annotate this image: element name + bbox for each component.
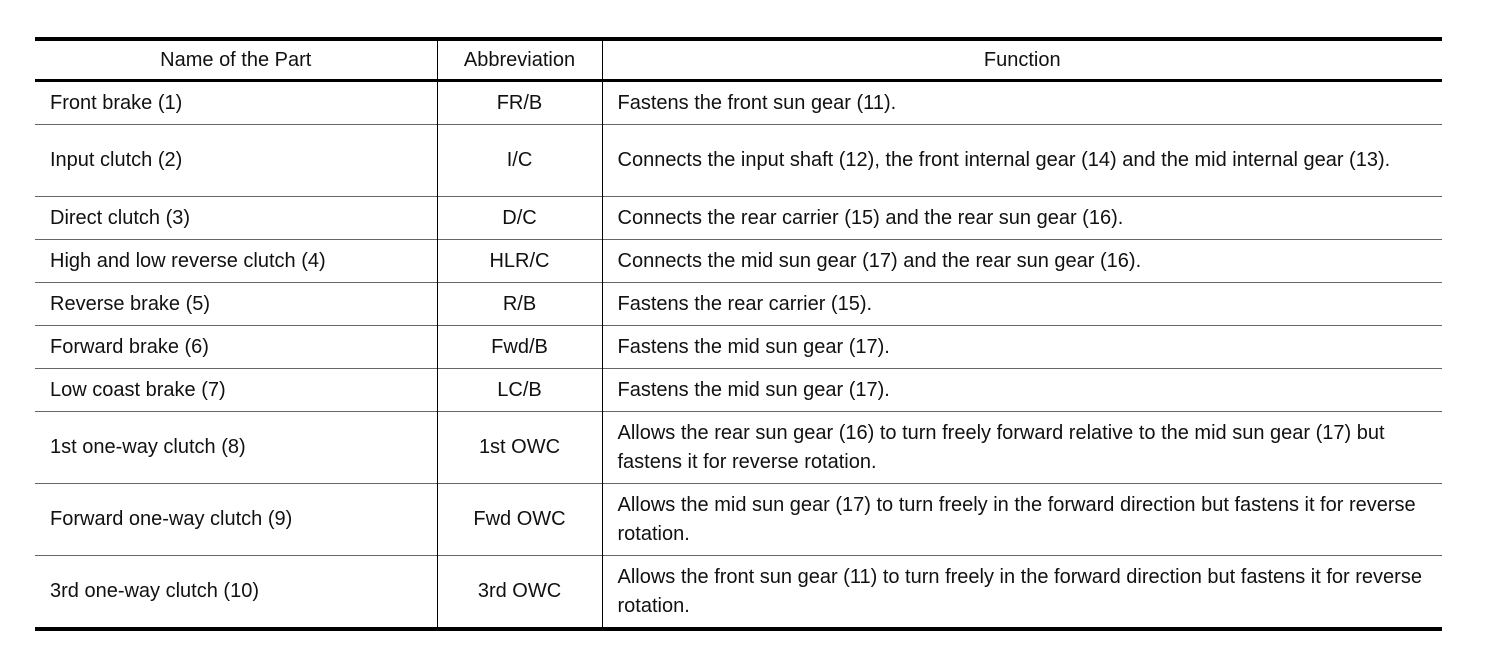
part-name-cell: 1st one-way clutch (8) [50, 436, 246, 458]
header-part-name: Name of the Part [160, 48, 312, 71]
part-name-cell: Low coast brake (7) [50, 378, 226, 401]
function-cell: Fastens the rear carrier (15). [602, 283, 1442, 326]
abbreviation-cell: HLR/C [437, 240, 602, 283]
part-name-cell: Input clutch (2) [50, 149, 183, 171]
abbreviation-cell: 3rd OWC [437, 556, 602, 630]
table-row [35, 283, 1442, 326]
function-cell: Allows the front sun gear (11) to turn freely in the forward direction but fastens it for reverse rotation. [602, 556, 1442, 630]
function-cell: Allows the mid sun gear (17) to turn freely in the forward direction but fastens it for reverse rotation. [602, 484, 1442, 556]
table-row [35, 412, 1442, 484]
abbreviation-cell: R/B [437, 283, 602, 326]
part-name-cell: Reverse brake (5) [50, 292, 211, 315]
part-name-cell: Forward one-way clutch (9) [50, 508, 293, 530]
table-header [35, 39, 1442, 81]
function-cell: Allows the rear sun gear (16) to turn freely forward relative to the mid sun gear (17) but fastens it for reverse rotation. [602, 412, 1442, 484]
part-name-cell: Front brake (1) [50, 91, 183, 114]
function-cell: Fastens the front sun gear (11). [602, 81, 1442, 125]
abbreviation-cell: LC/B [437, 369, 602, 412]
function-cell: Fastens the mid sun gear (17). [602, 369, 1442, 412]
header-function: Function [602, 39, 1442, 81]
table-row [35, 81, 1442, 125]
function-cell: Connects the input shaft (12), the front internal gear (14) and the mid internal gear (13). [602, 125, 1442, 197]
abbreviation-cell: I/C [437, 125, 602, 197]
table-body [35, 81, 1442, 630]
abbreviation-cell: Fwd OWC [437, 484, 602, 556]
part-name-cell: High and low reverse clutch (4) [50, 249, 326, 272]
table-row [35, 326, 1442, 369]
table-row [35, 125, 1442, 197]
part-name-cell: Forward brake (6) [50, 335, 209, 358]
parts-table-container [35, 37, 1442, 631]
abbreviation-cell: Fwd/B [437, 326, 602, 369]
parts-function-table [35, 37, 1442, 631]
part-name-cell: Direct clutch (3) [50, 206, 191, 229]
table-row [35, 556, 1442, 630]
table-row [35, 369, 1442, 412]
table-row [35, 484, 1442, 556]
function-cell: Connects the mid sun gear (17) and the rear sun gear (16). [602, 240, 1442, 283]
function-cell: Connects the rear carrier (15) and the rear sun gear (16). [602, 197, 1442, 240]
abbreviation-cell: 1st OWC [437, 412, 602, 484]
table-row [35, 197, 1442, 240]
header-abbreviation: Abbreviation [437, 39, 602, 81]
part-name-cell: 3rd one-way clutch (10) [50, 580, 259, 602]
function-cell: Fastens the mid sun gear (17). [602, 326, 1442, 369]
table-row [35, 240, 1442, 283]
abbreviation-cell: D/C [437, 197, 602, 240]
header-row [35, 39, 1442, 81]
abbreviation-cell: FR/B [437, 81, 602, 125]
